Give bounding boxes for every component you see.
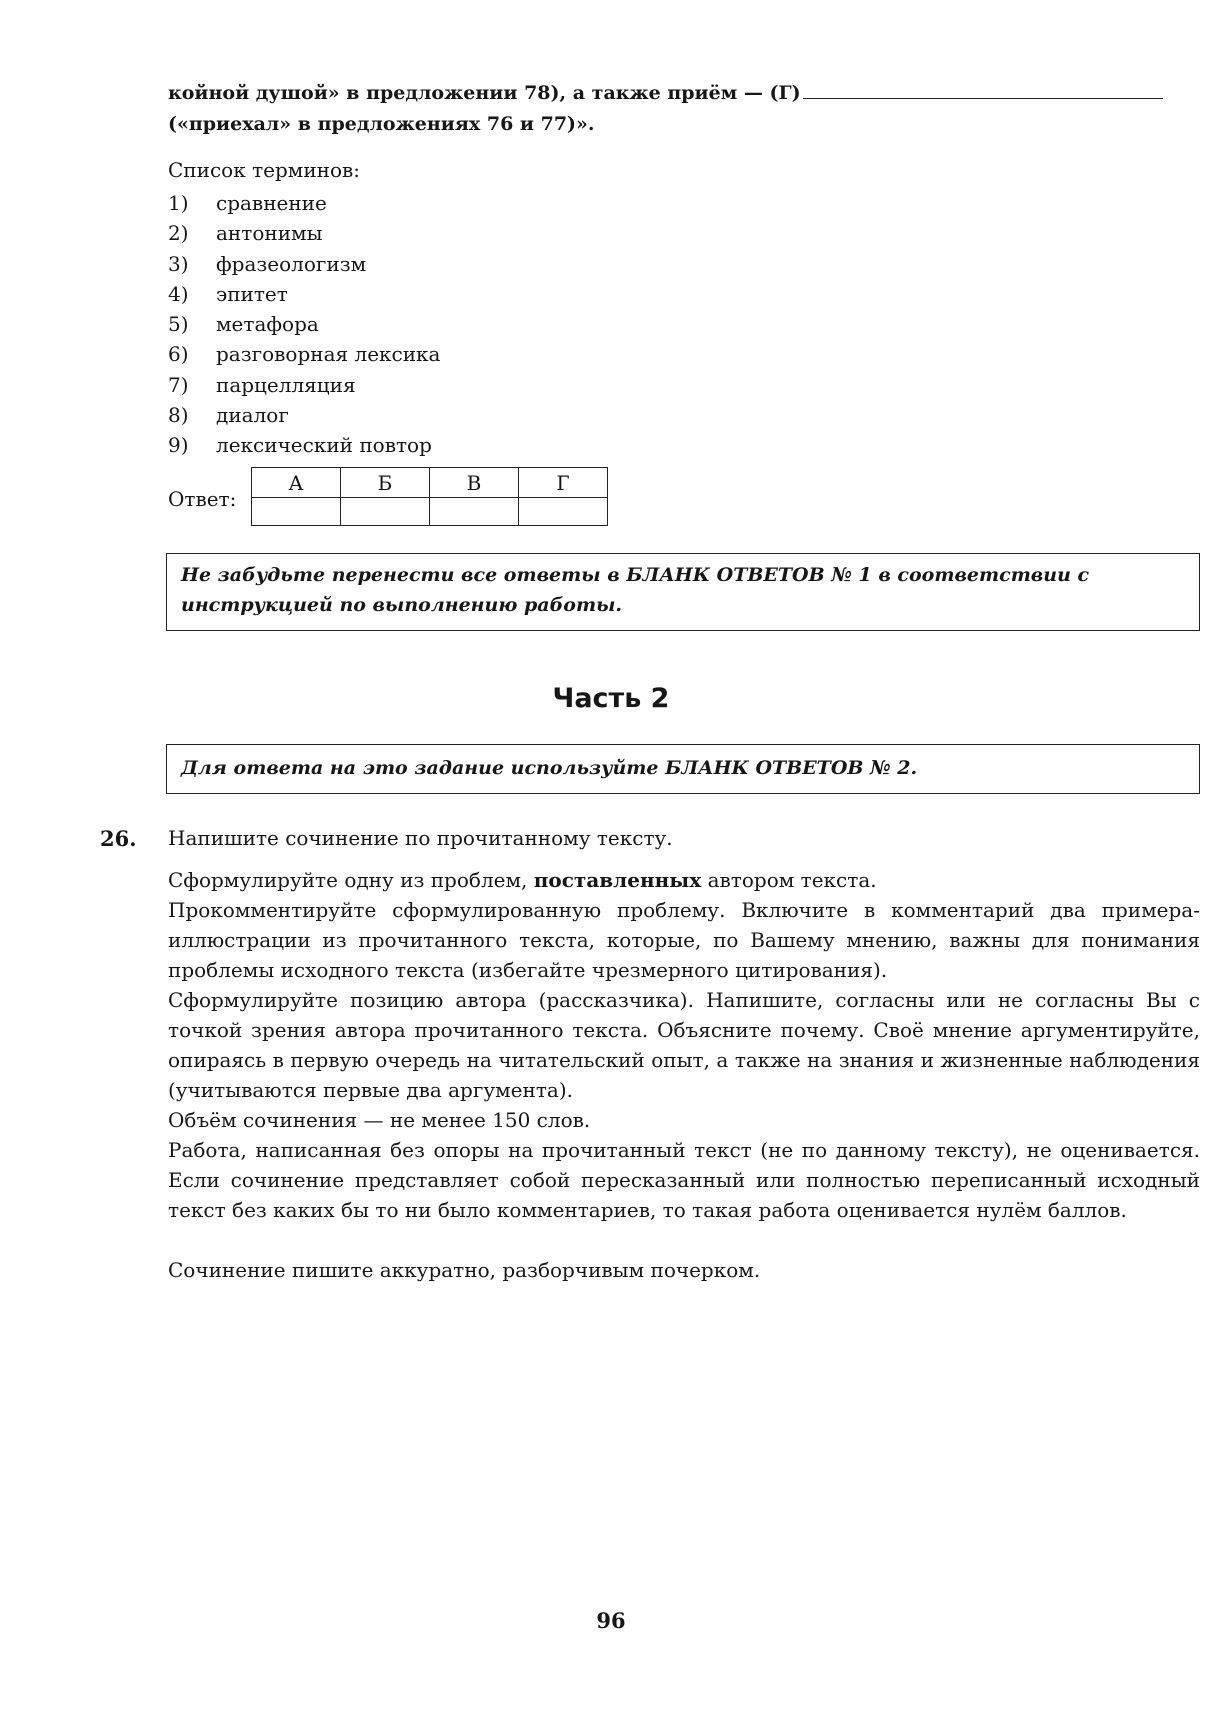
term-label: лексический повтор: [216, 433, 432, 458]
task-text: автором текста.: [707, 868, 877, 892]
answer-blank-line: [803, 97, 1163, 99]
answer-label: Ответ:: [168, 487, 237, 511]
answer-cell[interactable]: [430, 498, 519, 526]
terms-title: Список терминов:: [168, 158, 361, 182]
term-number: 2): [168, 221, 189, 246]
term-label: парцелляция: [216, 372, 356, 397]
task-paragraph: Сочинение пишите аккуратно, разборчивым почерком.: [168, 1258, 761, 1282]
answer-cell[interactable]: [519, 498, 608, 526]
term-number: 5): [168, 312, 189, 337]
answer-column-header: А: [252, 468, 341, 498]
term-label: метафора: [216, 312, 319, 337]
task-paragraph: Сформулируйте позицию автора (рассказчика). Напишите, согласны или не согласны Вы с точкой зрения автора прочитанного текста. Объясните почему. Своё мнение аргументируйте, опираясь в первую очередь на читательский опыт, а также на знания и жизненные наблюдения (учитываются первые два аргумента).: [168, 988, 1200, 1102]
term-number: 6): [168, 342, 189, 367]
term-label: эпитет: [216, 281, 288, 306]
term-item: [168, 400, 440, 430]
answer-column-header: Б: [341, 468, 430, 498]
term-item: [168, 309, 440, 339]
term-item: [168, 430, 440, 460]
task-intro: Напишите сочинение по прочитанному тексту.: [168, 826, 673, 850]
term-number: 3): [168, 251, 189, 276]
task-paragraph: Объём сочинения — не менее 150 слов.: [168, 1108, 591, 1132]
term-item: [168, 249, 440, 279]
task-text: Сформулируйте одну из проблем,: [168, 868, 528, 892]
term-item: [168, 188, 440, 218]
term-number: 9): [168, 433, 189, 458]
previous-task-line-2: («приехал» в предложениях 76 и 77)».: [168, 113, 595, 135]
answer-table: [251, 467, 608, 526]
term-item: [168, 370, 440, 400]
transfer-answers-notice: Не забудьте перенести все ответы в БЛАНК ОТВЕТОВ № 1 в соответствии с инструкцией по выполнению работы.: [166, 553, 1200, 631]
term-number: 8): [168, 403, 189, 428]
previous-task-line-1: [168, 82, 1163, 104]
answer-column-header: Г: [519, 468, 608, 498]
answer-cell[interactable]: [341, 498, 430, 526]
term-number: 7): [168, 372, 189, 397]
term-number: 1): [168, 191, 189, 215]
page-number: 96: [596, 1608, 626, 1633]
task-paragraph: Работа, написанная без опоры на прочитанный текст (не по данному тексту), не оценивается. Если сочинение представляет собой пересказанный или полностью переписанный исходный текст без каких бы то ни было комментариев, то такая работа оценивается нулём баллов.: [168, 1138, 1200, 1222]
term-number: 4): [168, 281, 189, 306]
terms-list: [168, 188, 440, 461]
task-text-bold: поставленных: [533, 868, 702, 892]
previous-task-text-1: койной душой» в предложении 78), а также приём — (Г): [168, 82, 801, 104]
term-label: фразеологизм: [216, 251, 367, 276]
term-item: [168, 218, 440, 248]
answer-cell[interactable]: [252, 498, 341, 526]
task-paragraph: [168, 865, 1200, 895]
term-label: антонимы: [216, 221, 323, 246]
term-label: сравнение: [216, 191, 327, 215]
part-title: Часть 2: [552, 683, 670, 714]
term-item: [168, 339, 440, 369]
task-number: 26.: [100, 826, 137, 851]
task-paragraph: Прокомментируйте сформулированную проблему. Включите в комментарий два примера-иллюстрации из прочитанного текста, которые, по Вашему мнению, важны для понимания проблемы исходного текста (избегайте чрезмерного цитирования).: [168, 898, 1200, 982]
answer-column-header: В: [430, 468, 519, 498]
term-label: диалог: [216, 403, 289, 428]
term-label: разговорная лексика: [216, 342, 441, 367]
answer-sheet-notice: Для ответа на это задание используйте БЛАНК ОТВЕТОВ № 2.: [166, 744, 1200, 794]
term-item: [168, 279, 440, 309]
